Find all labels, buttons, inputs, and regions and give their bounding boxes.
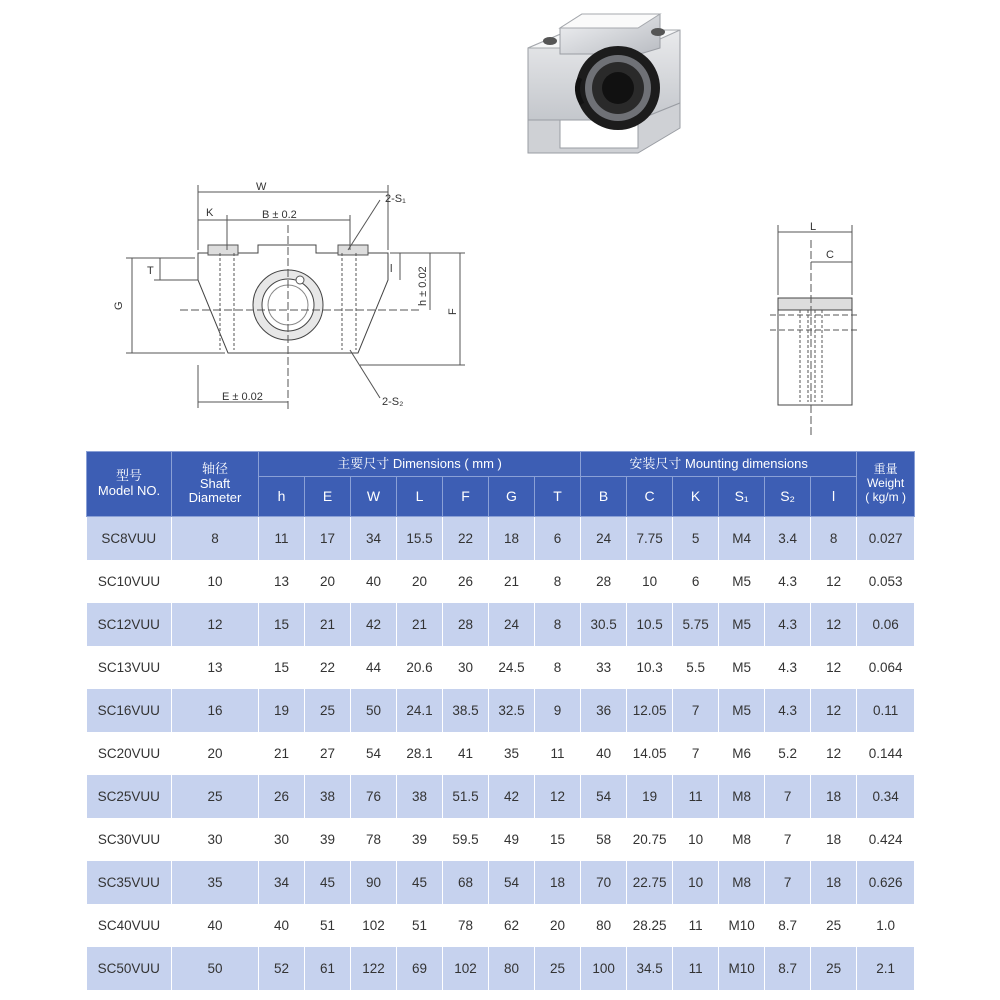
table-cell: 28.1 bbox=[397, 732, 443, 775]
table-cell: 3.4 bbox=[765, 517, 811, 561]
table-row bbox=[87, 603, 915, 646]
dim-side-l-label: L bbox=[810, 221, 817, 233]
table-cell: 10 bbox=[673, 818, 719, 861]
dim-f-label: F bbox=[447, 308, 459, 315]
table-cell: 18 bbox=[811, 818, 857, 861]
table-cell: 25 bbox=[535, 947, 581, 990]
table-cell: 18 bbox=[811, 861, 857, 904]
header-model bbox=[87, 452, 172, 517]
table-cell: M8 bbox=[719, 861, 765, 904]
table-cell: 7.75 bbox=[627, 517, 673, 561]
header-shaft-en2: Diameter bbox=[188, 490, 242, 506]
table-cell: M6 bbox=[719, 732, 765, 775]
table-cell: 0.626 bbox=[857, 861, 915, 904]
model-cell: SC30VUU bbox=[87, 818, 172, 861]
table-cell: 8.7 bbox=[765, 904, 811, 947]
header-shaft-en1: Shaft bbox=[199, 475, 231, 491]
table-cell: 58 bbox=[581, 818, 627, 861]
table-cell: 54 bbox=[489, 861, 535, 904]
dim-l-label: l bbox=[390, 263, 393, 275]
table-cell: 11 bbox=[673, 947, 719, 990]
header-dim-col: L bbox=[397, 477, 443, 517]
table-cell: 42 bbox=[489, 775, 535, 818]
table-cell: 26 bbox=[443, 560, 489, 603]
table-cell: 25 bbox=[811, 904, 857, 947]
table-cell: 0.06 bbox=[857, 603, 915, 646]
table-cell: 45 bbox=[397, 861, 443, 904]
table-cell: 11 bbox=[673, 775, 719, 818]
table-cell: 40 bbox=[172, 904, 259, 947]
header-mount-col: S₁ bbox=[719, 477, 765, 517]
table-cell: 10.5 bbox=[627, 603, 673, 646]
model-cell: SC50VUU bbox=[87, 947, 172, 990]
table-cell: 41 bbox=[443, 732, 489, 775]
dim-k-label: K bbox=[206, 207, 214, 219]
table-cell: 7 bbox=[765, 775, 811, 818]
table-cell: 59.5 bbox=[443, 818, 489, 861]
table-cell: 12 bbox=[172, 603, 259, 646]
table-cell: 51 bbox=[397, 904, 443, 947]
table-cell: 49 bbox=[489, 818, 535, 861]
table-cell: 22 bbox=[443, 517, 489, 561]
table-cell: 11 bbox=[259, 517, 305, 561]
table-cell: 18 bbox=[489, 517, 535, 561]
table-cell: 11 bbox=[673, 904, 719, 947]
table-cell: 15 bbox=[259, 603, 305, 646]
table-cell: M4 bbox=[719, 517, 765, 561]
front-view-drawing bbox=[110, 170, 480, 420]
header-dimensions: 主要尺寸 Dimensions ( mm ) bbox=[259, 452, 581, 477]
table-cell: 26 bbox=[259, 775, 305, 818]
table-cell: 27 bbox=[305, 732, 351, 775]
table-cell: 39 bbox=[397, 818, 443, 861]
table-row bbox=[87, 818, 915, 861]
table-cell: 20 bbox=[535, 904, 581, 947]
header-shaft-cn: 轴径 bbox=[201, 460, 228, 476]
table-cell: 32.5 bbox=[489, 689, 535, 732]
table-cell: 22 bbox=[305, 646, 351, 689]
header-mount-col: K bbox=[673, 477, 719, 517]
model-cell: SC8VUU bbox=[87, 517, 172, 561]
table-cell: 38 bbox=[305, 775, 351, 818]
table-cell: 2.1 bbox=[857, 947, 915, 990]
table-cell: 30 bbox=[443, 646, 489, 689]
table-row bbox=[87, 560, 915, 603]
header-dim-col: G bbox=[489, 477, 535, 517]
model-cell: SC16VUU bbox=[87, 689, 172, 732]
table-cell: 18 bbox=[811, 775, 857, 818]
table-row bbox=[87, 904, 915, 947]
table-cell: 90 bbox=[351, 861, 397, 904]
table-cell: 25 bbox=[811, 947, 857, 990]
header-model-en: Model NO. bbox=[97, 483, 161, 498]
table-cell: 20 bbox=[172, 732, 259, 775]
table-cell: 0.064 bbox=[857, 646, 915, 689]
table-cell: 19 bbox=[259, 689, 305, 732]
spec-table-body bbox=[87, 517, 915, 991]
dim-b-label: B ± 0.2 bbox=[262, 209, 297, 221]
table-cell: 50 bbox=[351, 689, 397, 732]
table-cell: 21 bbox=[397, 603, 443, 646]
dim-e-label: E ± 0.02 bbox=[222, 391, 263, 403]
table-cell: 7 bbox=[673, 689, 719, 732]
table-cell: 36 bbox=[581, 689, 627, 732]
table-cell: 7 bbox=[765, 861, 811, 904]
table-cell: 40 bbox=[351, 560, 397, 603]
table-cell: M5 bbox=[719, 646, 765, 689]
dim-h-label: h ± 0.02 bbox=[417, 266, 429, 306]
table-cell: 13 bbox=[172, 646, 259, 689]
table-row bbox=[87, 646, 915, 689]
table-cell: 34 bbox=[259, 861, 305, 904]
header-mount-col: B bbox=[581, 477, 627, 517]
table-cell: 16 bbox=[172, 689, 259, 732]
table-cell: 122 bbox=[351, 947, 397, 990]
dim-side-c-label: C bbox=[826, 249, 834, 261]
table-cell: 51 bbox=[305, 904, 351, 947]
table-cell: 12 bbox=[811, 646, 857, 689]
header-weight-en1: Weight bbox=[867, 476, 905, 491]
table-cell: 39 bbox=[305, 818, 351, 861]
header-mounting: 安装尺寸 Mounting dimensions bbox=[581, 452, 857, 477]
table-cell: 0.027 bbox=[857, 517, 915, 561]
table-cell: 6 bbox=[535, 517, 581, 561]
table-cell: 45 bbox=[305, 861, 351, 904]
table-row bbox=[87, 775, 915, 818]
header-dim-col: W bbox=[351, 477, 397, 517]
table-cell: 0.144 bbox=[857, 732, 915, 775]
table-cell: 8 bbox=[535, 603, 581, 646]
table-cell: 42 bbox=[351, 603, 397, 646]
table-cell: 33 bbox=[581, 646, 627, 689]
table-cell: 13 bbox=[259, 560, 305, 603]
table-cell: 78 bbox=[351, 818, 397, 861]
table-cell: 7 bbox=[673, 732, 719, 775]
table-cell: 69 bbox=[397, 947, 443, 990]
table-cell: 8 bbox=[172, 517, 259, 561]
table-cell: 5.2 bbox=[765, 732, 811, 775]
table-cell: 12 bbox=[811, 603, 857, 646]
table-row bbox=[87, 517, 915, 561]
table-cell: 35 bbox=[489, 732, 535, 775]
table-cell: 7 bbox=[765, 818, 811, 861]
table-cell: 102 bbox=[443, 947, 489, 990]
table-cell: 4.3 bbox=[765, 646, 811, 689]
table-cell: 38 bbox=[397, 775, 443, 818]
table-cell: M10 bbox=[719, 904, 765, 947]
dim-g-label: G bbox=[113, 301, 125, 310]
table-cell: 30.5 bbox=[581, 603, 627, 646]
table-cell: 76 bbox=[351, 775, 397, 818]
table-row bbox=[87, 689, 915, 732]
table-row bbox=[87, 947, 915, 990]
model-cell: SC20VUU bbox=[87, 732, 172, 775]
table-cell: 5 bbox=[673, 517, 719, 561]
table-cell: 30 bbox=[259, 818, 305, 861]
table-cell: 14.05 bbox=[627, 732, 673, 775]
side-view-drawing bbox=[760, 210, 870, 445]
table-cell: 22.75 bbox=[627, 861, 673, 904]
table-cell: 0.053 bbox=[857, 560, 915, 603]
table-cell: 20 bbox=[397, 560, 443, 603]
header-dim-col: E bbox=[305, 477, 351, 517]
dim-t-label: T bbox=[147, 265, 154, 277]
table-cell: M5 bbox=[719, 603, 765, 646]
table-cell: 54 bbox=[581, 775, 627, 818]
header-shaft bbox=[172, 452, 259, 517]
table-cell: 8 bbox=[535, 646, 581, 689]
table-cell: 12 bbox=[535, 775, 581, 818]
table-cell: 21 bbox=[305, 603, 351, 646]
table-cell: 8 bbox=[811, 517, 857, 561]
header-mount-col: l bbox=[811, 477, 857, 517]
table-cell: 54 bbox=[351, 732, 397, 775]
header-mount-col: S₂ bbox=[765, 477, 811, 517]
table-cell: 20.6 bbox=[397, 646, 443, 689]
header-model-cn: 型号 bbox=[115, 468, 142, 484]
header-weight bbox=[857, 452, 915, 517]
table-cell: 20.75 bbox=[627, 818, 673, 861]
table-cell: 51.5 bbox=[443, 775, 489, 818]
table-cell: 12 bbox=[811, 689, 857, 732]
table-cell: 25 bbox=[305, 689, 351, 732]
table-cell: 80 bbox=[489, 947, 535, 990]
table-cell: 10 bbox=[673, 861, 719, 904]
table-cell: 12.05 bbox=[627, 689, 673, 732]
header-mount-col: C bbox=[627, 477, 673, 517]
table-cell: 80 bbox=[581, 904, 627, 947]
table-cell: 28 bbox=[581, 560, 627, 603]
table-cell: 28 bbox=[443, 603, 489, 646]
table-cell: 9 bbox=[535, 689, 581, 732]
table-cell: 38.5 bbox=[443, 689, 489, 732]
table-cell: 78 bbox=[443, 904, 489, 947]
table-cell: 102 bbox=[351, 904, 397, 947]
table-cell: 11 bbox=[535, 732, 581, 775]
product-photo bbox=[520, 8, 690, 158]
table-cell: M8 bbox=[719, 775, 765, 818]
model-cell: SC12VUU bbox=[87, 603, 172, 646]
table-row bbox=[87, 732, 915, 775]
table-cell: 44 bbox=[351, 646, 397, 689]
table-row bbox=[87, 861, 915, 904]
table-cell: 4.3 bbox=[765, 560, 811, 603]
model-cell: SC25VUU bbox=[87, 775, 172, 818]
table-cell: 0.34 bbox=[857, 775, 915, 818]
table-cell: M5 bbox=[719, 560, 765, 603]
table-cell: 5.75 bbox=[673, 603, 719, 646]
table-cell: 50 bbox=[172, 947, 259, 990]
table-cell: 24.5 bbox=[489, 646, 535, 689]
table-cell: 8.7 bbox=[765, 947, 811, 990]
table-cell: M5 bbox=[719, 689, 765, 732]
table-cell: 24.1 bbox=[397, 689, 443, 732]
table-cell: 21 bbox=[489, 560, 535, 603]
table-cell: 70 bbox=[581, 861, 627, 904]
header-dim-col: T bbox=[535, 477, 581, 517]
table-cell: 17 bbox=[305, 517, 351, 561]
header-weight-en2: ( kg/m ) bbox=[865, 489, 906, 504]
table-cell: 61 bbox=[305, 947, 351, 990]
header-weight-cn: 重量 bbox=[873, 462, 898, 477]
model-cell: SC13VUU bbox=[87, 646, 172, 689]
table-cell: 34 bbox=[351, 517, 397, 561]
table-cell: 10 bbox=[172, 560, 259, 603]
table-cell: 28.25 bbox=[627, 904, 673, 947]
header-dim-col: h bbox=[259, 477, 305, 517]
table-cell: 21 bbox=[259, 732, 305, 775]
table-cell: M8 bbox=[719, 818, 765, 861]
table-cell: 15 bbox=[535, 818, 581, 861]
table-cell: 52 bbox=[259, 947, 305, 990]
table-cell: 25 bbox=[172, 775, 259, 818]
table-cell: 6 bbox=[673, 560, 719, 603]
dim-w-label: W bbox=[256, 181, 267, 193]
table-cell: 19 bbox=[627, 775, 673, 818]
table-cell: 15 bbox=[259, 646, 305, 689]
dim-s2-label: 2-S₂ bbox=[382, 396, 404, 408]
table-cell: 4.3 bbox=[765, 689, 811, 732]
table-cell: 68 bbox=[443, 861, 489, 904]
model-cell: SC35VUU bbox=[87, 861, 172, 904]
table-cell: 15.5 bbox=[397, 517, 443, 561]
dim-s1-label: 2-S₁ bbox=[385, 193, 406, 205]
spec-table bbox=[86, 451, 915, 990]
table-cell: 34.5 bbox=[627, 947, 673, 990]
table-cell: 5.5 bbox=[673, 646, 719, 689]
table-cell: 100 bbox=[581, 947, 627, 990]
table-cell: 40 bbox=[259, 904, 305, 947]
table-cell: 10 bbox=[627, 560, 673, 603]
table-cell: 4.3 bbox=[765, 603, 811, 646]
table-cell: M10 bbox=[719, 947, 765, 990]
table-cell: 20 bbox=[305, 560, 351, 603]
model-cell: SC10VUU bbox=[87, 560, 172, 603]
table-cell: 8 bbox=[535, 560, 581, 603]
table-cell: 30 bbox=[172, 818, 259, 861]
header-dim-col: F bbox=[443, 477, 489, 517]
table-cell: 10.3 bbox=[627, 646, 673, 689]
table-cell: 62 bbox=[489, 904, 535, 947]
table-cell: 40 bbox=[581, 732, 627, 775]
table-cell: 18 bbox=[535, 861, 581, 904]
table-cell: 24 bbox=[489, 603, 535, 646]
model-cell: SC40VUU bbox=[87, 904, 172, 947]
table-cell: 0.424 bbox=[857, 818, 915, 861]
table-cell: 12 bbox=[811, 560, 857, 603]
table-cell: 24 bbox=[581, 517, 627, 561]
table-cell: 35 bbox=[172, 861, 259, 904]
table-cell: 1.0 bbox=[857, 904, 915, 947]
table-cell: 12 bbox=[811, 732, 857, 775]
table-cell: 0.11 bbox=[857, 689, 915, 732]
